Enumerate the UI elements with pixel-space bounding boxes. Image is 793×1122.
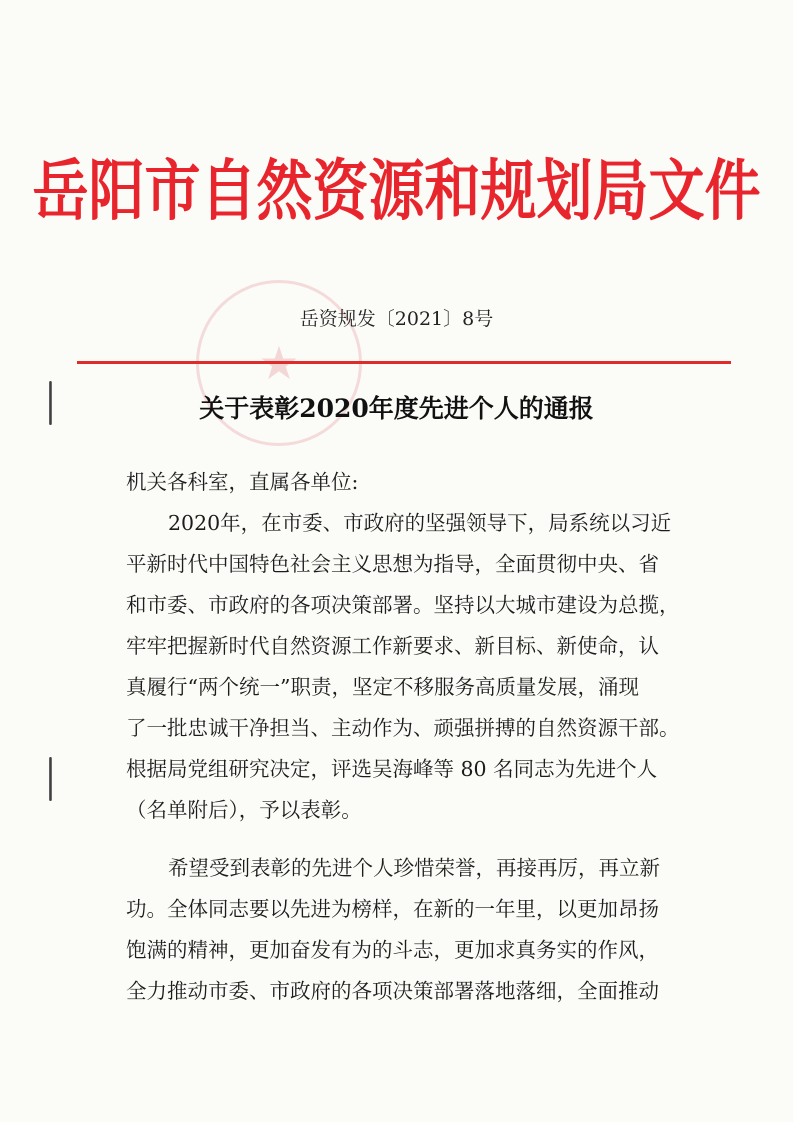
paragraph-line: 平新时代中国特色社会主义思想为指导，全面贯彻中央、省	[126, 552, 659, 576]
paragraph-line: （名单附后），予以表彰。	[126, 798, 362, 822]
paragraph-line: 全力推动市委、市政府的各项决策部署落地落细，全面推动	[126, 979, 659, 1003]
paragraph-1	[126, 503, 686, 831]
red-separator-line	[77, 361, 731, 364]
binding-staple-mark-bottom	[49, 757, 52, 801]
paragraph-line: 牢牢把握新时代自然资源工作新要求、新目标、新使命，认	[126, 634, 659, 658]
agency-header-title: 岳阳市自然资源和规划局文件	[32, 152, 761, 230]
paragraph-line: 功。全体同志要以先进为榜样，在新的一年里，以更加昂扬	[126, 897, 659, 921]
seal-star-icon: ★	[258, 336, 300, 390]
paragraph-2	[126, 848, 686, 1012]
paragraph-line: 根据局党组研究决定，评选吴海峰等 80 名同志为先进个人	[126, 757, 658, 781]
paragraph-line: 饱满的精神，更加奋发有为的斗志，更加求真务实的作风，	[126, 938, 659, 962]
paragraph-line: 和市委、市政府的各项决策部署。坚持以大城市建设为总揽，	[126, 593, 680, 617]
salutation: 机关各科室，直属各单位:	[126, 470, 359, 494]
document-number: 岳资规发〔2021〕8号	[299, 308, 494, 330]
paragraph-line: 真履行“两个统一”职责，坚定不移服务高质量发展，涌现	[126, 675, 639, 699]
document-body	[126, 462, 686, 1012]
document-title: 关于表彰2020年度先进个人的通报	[199, 394, 594, 423]
paragraph-line: 了一批忠诚干净担当、主动作为、顽强拼搏的自然资源干部。	[126, 716, 680, 740]
paragraph-line: 2020年，在市委、市政府的坚强领导下，局系统以习近	[168, 511, 672, 535]
paragraph-line: 希望受到表彰的先进个人珍惜荣誉，再接再厉，再立新	[168, 856, 660, 880]
